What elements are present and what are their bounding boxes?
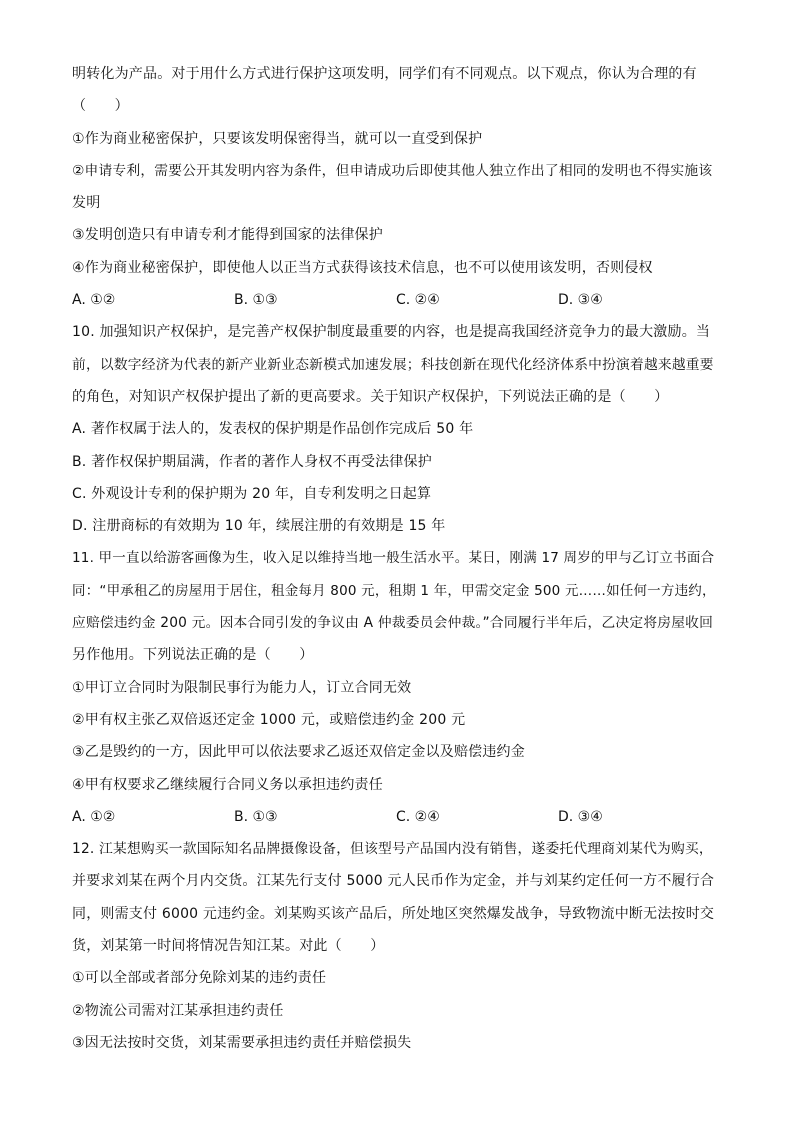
statement-3: ③因无法按时交货，刘某需要承担违约责任并赔偿损失 [72, 1034, 412, 1051]
statement-2: ②甲有权主张乙双倍返还定金 1000 元，或赔偿违约金 200 元 [72, 711, 466, 728]
question-9 [72, 58, 722, 316]
answer-bracket: （ ） [72, 98, 129, 115]
option-d: D. 注册商标的有效期为 10 年，续展注册的有效期是 15 年 [72, 518, 446, 535]
question-text-line: 同：“甲承租乙的房屋用于居住，租金每月 800 元，租期 1 年，甲需交定金 500 元……如任何一方违约， [72, 582, 716, 599]
statement-4: ④作为商业秘密保护，即使他人以正当方式获得该技术信息，也不可以使用该发明，否则侵权 [72, 259, 653, 276]
question-11 [72, 542, 722, 833]
option-b: B. ①③ [234, 292, 278, 309]
question-10 [72, 316, 722, 542]
option-a: A. ①② [72, 292, 116, 309]
question-12 [72, 833, 722, 1059]
question-text-line: 应赔偿违约金 200 元。因本合同引发的争议由 A 仲裁委员会仲裁。”合同履行半年后，乙决定将房屋收回 [72, 615, 714, 632]
exam-page [72, 58, 722, 1059]
option-d: D. ③④ [558, 808, 603, 825]
question-text-line: 并要求刘某在两个月内交货。江某先行支付 5000 元人民币作为定金，并与刘某约定任何一方不履行合 [72, 873, 715, 890]
option-a: A. 著作权属于法人的，发表权的保护期是作品创作完成后 50 年 [72, 421, 474, 438]
question-text-line: 同，则需支付 6000 元违约金。刘某购买该产品后，所处地区突然爆发战争，导致物流中断无法按时交 [72, 905, 715, 922]
question-text-line: 的角色，对知识产权保护提出了新的更高要求。关于知识产权保护，下列说法正确的是（ ） [72, 388, 669, 405]
statement-1: ①作为商业秘密保护，只要该发明保密得当，就可以一直受到保护 [72, 130, 483, 147]
question-text-line: 12. 江某想购买一款国际知名品牌摄像设备，但该型号产品国内没有销售，遂委托代理商刘某代为购买， [72, 841, 713, 858]
statement-1: ①甲订立合同时为限制民事行为能力人，订立合同无效 [72, 679, 412, 696]
statement-3: ③发明创造只有申请专利才能得到国家的法律保护 [72, 227, 383, 244]
statement-1: ①可以全部或者部分免除刘某的违约责任 [72, 970, 327, 987]
option-b: B. 著作权保护期届满，作者的著作人身权不再受法律保护 [72, 453, 432, 470]
option-b: B. ①③ [234, 808, 278, 825]
statement-2-cont: 发明 [72, 195, 101, 212]
question-text-line: 11. 甲一直以给游客画像为生，收入足以维持当地一般生活水平。某日，刚满 17 周岁的甲与乙订立书面合 [72, 550, 715, 567]
question-text-line: 10. 加强知识产权保护，是完善产权保护制度最重要的内容，也是提高我国经济竞争力的最大激励。当 [72, 324, 711, 341]
option-c: C. 外观设计专利的保护期为 20 年，自专利发明之日起算 [72, 485, 432, 502]
question-text-line: 明转化为产品。对于用什么方式进行保护这项发明，同学们有不同观点。以下观点，你认为合理的有 [72, 66, 697, 82]
option-d: D. ③④ [558, 292, 603, 309]
statement-4: ④甲有权要求乙继续履行合同义务以承担违约责任 [72, 776, 383, 793]
statement-2: ②物流公司需对江某承担违约责任 [72, 1002, 284, 1019]
option-a: A. ①② [72, 808, 116, 825]
statement-3: ③乙是毁约的一方，因此甲可以依法要求乙返还双倍定金以及赔偿违约金 [72, 744, 525, 761]
statement-2: ②申请专利，需要公开其发明内容为条件，但申请成功后即使其他人独立作出了相同的发明也不得实施该 [72, 162, 713, 179]
question-text-line: 货，刘某第一时间将情况告知江某。对此（ ） [72, 938, 385, 955]
question-text-line: 另作他用。下列说法正确的是（ ） [72, 647, 314, 664]
option-c: C. ②④ [396, 292, 440, 309]
answer-options [72, 284, 722, 316]
answer-options [72, 801, 722, 833]
question-text-line: 前，以数字经济为代表的新产业新业态新模式加速发展；科技创新在现代化经济体系中扮演着越来越重要 [72, 356, 714, 373]
option-c: C. ②④ [396, 808, 440, 825]
